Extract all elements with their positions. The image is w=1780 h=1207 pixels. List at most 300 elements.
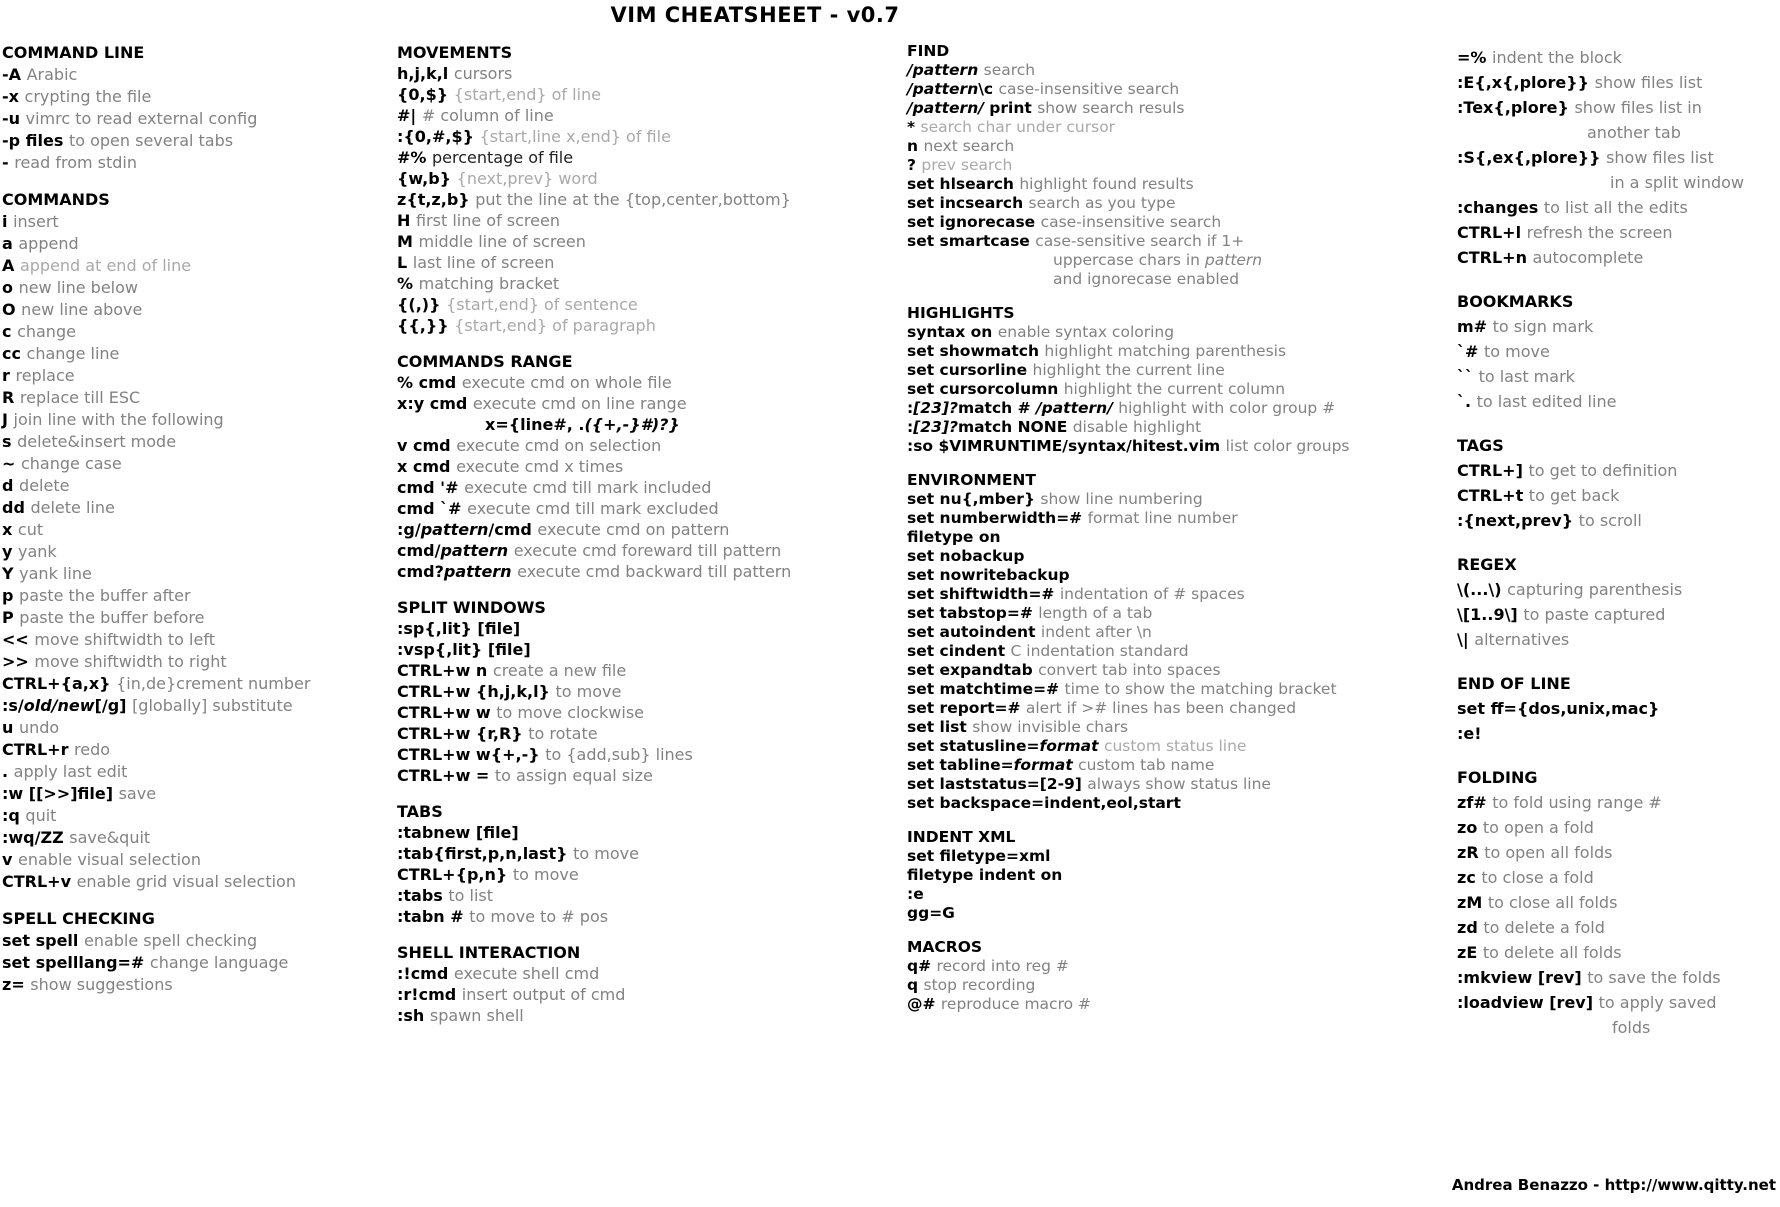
command-key: CTRL+w w <box>397 703 497 722</box>
cheat-row <box>1457 696 1744 721</box>
command-key: =% <box>1457 48 1493 67</box>
command-key: CTRL+{a,x} <box>2 674 117 693</box>
cheat-row <box>1457 458 1744 483</box>
command-description: show line numbering <box>1040 490 1203 508</box>
cheat-row <box>907 137 1350 156</box>
command-description: time to show the matching bracket <box>1064 680 1337 698</box>
cheat-row <box>907 699 1350 718</box>
command-description: indent after \n <box>1040 623 1152 641</box>
command-description: to save the folds <box>1587 968 1721 987</box>
command-key: x <box>2 520 18 539</box>
command-key: zc <box>1457 868 1482 887</box>
cheat-row <box>1457 890 1744 915</box>
command-key: % <box>397 274 419 293</box>
section <box>397 597 791 786</box>
command-key: zf# <box>1457 793 1493 812</box>
command-description: highlight found results <box>1019 175 1194 193</box>
command-key: set spell <box>2 931 84 950</box>
command-key: :w [[>>]file] <box>2 784 119 803</box>
cheat-row <box>1457 965 1744 990</box>
command-key: % cmd <box>397 373 462 392</box>
section <box>907 42 1350 289</box>
command-description: join line with the following <box>13 410 224 429</box>
command-description: middle line of screen <box>418 232 586 251</box>
command-description: to close a fold <box>1481 868 1594 887</box>
command-description: reproduce macro # <box>940 995 1092 1013</box>
cheat-row <box>2 585 310 607</box>
section-heading: SPELL CHECKING <box>2 909 155 928</box>
command-key: :s/ <box>2 696 24 715</box>
cheat-row <box>397 660 791 681</box>
cheat-row <box>397 984 791 1005</box>
command-description: next search <box>923 137 1015 155</box>
command-key: pattern <box>440 541 514 560</box>
command-key: :Tex{,plore} <box>1457 98 1575 117</box>
command-description: indentation of # spaces <box>1059 585 1245 603</box>
cheat-row <box>397 147 791 168</box>
command-key: set nobackup <box>907 547 1025 565</box>
cheat-row <box>1457 195 1744 220</box>
section-heading: COMMANDS RANGE <box>397 352 573 371</box>
section-heading: HIGHLIGHTS <box>907 304 1015 322</box>
command-key: set report=# <box>907 699 1026 717</box>
command-key: -u <box>2 109 26 128</box>
command-description: format line number <box>1087 509 1238 527</box>
cheat-row <box>397 372 791 393</box>
command-key: a <box>2 234 19 253</box>
command-description: show suggestions <box>30 975 173 994</box>
section-heading: COMMAND LINE <box>2 43 145 62</box>
command-key: m# <box>1457 317 1493 336</box>
command-key: CTRL+w {h,j,k,l} <box>397 682 556 701</box>
cheat-row <box>1457 721 1744 746</box>
cheat-row <box>2 849 310 871</box>
cheat-row <box>2 130 310 152</box>
command-description: save&quit <box>69 828 151 847</box>
command-key: cc <box>2 344 27 363</box>
command-key: CTRL+] <box>1457 461 1529 480</box>
section-heading: TAGS <box>1457 436 1504 455</box>
command-description: pattern <box>1204 251 1263 269</box>
cheat-row <box>397 765 791 786</box>
command-key: set cursorline <box>907 361 1033 379</box>
cheat-row <box>2 453 310 475</box>
command-key: \| <box>1457 630 1475 649</box>
section <box>907 938 1350 1014</box>
command-key: CTRL+w = <box>397 766 495 785</box>
section <box>907 471 1350 813</box>
command-key: z= <box>2 975 31 994</box>
command-description: to open a fold <box>1482 818 1594 837</box>
cheat-row <box>397 294 791 315</box>
command-key: set laststatus=[2-9] <box>907 775 1088 793</box>
column-4 <box>1457 45 1744 1040</box>
command-description: enable syntax coloring <box>997 323 1175 341</box>
cheat-row <box>397 252 791 273</box>
command-description: custom status line <box>1103 737 1247 755</box>
command-key: r <box>2 366 16 385</box>
section-heading: TABS <box>397 802 443 821</box>
cheat-row <box>907 604 1350 623</box>
command-key: :{next,prev} <box>1457 511 1579 530</box>
command-key: A <box>2 256 20 275</box>
command-key: `. <box>1457 392 1477 411</box>
command-description: to rotate <box>528 724 598 743</box>
command-key: set numberwidth=# <box>907 509 1088 527</box>
command-key: filetype indent on <box>907 866 1063 884</box>
cheat-row <box>907 585 1350 604</box>
cheat-row <box>1457 483 1744 508</box>
section <box>397 351 791 582</box>
cheat-row <box>397 126 791 147</box>
cheat-row <box>2 827 310 849</box>
command-key: :r!cmd <box>397 985 462 1004</box>
cheat-row <box>907 509 1350 528</box>
cheat-row <box>907 718 1350 737</box>
section <box>1457 552 1744 652</box>
section <box>397 801 791 927</box>
command-description: quit <box>25 806 57 825</box>
cheat-row <box>1457 389 1744 414</box>
command-key: R <box>2 388 20 407</box>
command-key: /pattern/ <box>1035 399 1119 417</box>
cheat-row <box>907 437 1350 456</box>
command-description: highlight the current column <box>1063 380 1286 398</box>
cheat-row <box>397 168 791 189</box>
cheat-row <box>1457 990 1744 1015</box>
command-description: replace <box>15 366 75 385</box>
section-heading: SHELL INTERACTION <box>397 943 581 962</box>
command-key: . <box>2 762 14 781</box>
command-key: cmd/ <box>397 541 441 560</box>
cheat-row <box>2 541 310 563</box>
command-description: to list all the edits <box>1543 198 1688 217</box>
command-description: to fold using range # <box>1492 793 1662 812</box>
command-key: z{t,z,b} <box>397 190 476 209</box>
cheat-row <box>907 399 1350 418</box>
command-key: :sp{,lit} [file] <box>397 619 521 638</box>
cheat-row <box>397 885 791 906</box>
command-description: execute cmd x times <box>456 457 624 476</box>
command-description: execute cmd till mark excluded <box>467 499 719 518</box>
command-key: :q <box>2 806 26 825</box>
command-description: apply last edit <box>13 762 128 781</box>
cheat-row <box>907 213 1350 232</box>
command-description: capturing parenthesis <box>1507 580 1683 599</box>
cheat-row <box>2 761 310 783</box>
section-heading: MACROS <box>907 938 983 956</box>
command-key: print <box>989 99 1038 117</box>
command-key: :!cmd <box>397 964 454 983</box>
command-description: highlight with color group # <box>1118 399 1336 417</box>
cheat-row <box>1457 170 1744 195</box>
cheat-row <box>397 315 791 336</box>
command-description: autocomplete <box>1532 248 1644 267</box>
command-key: #| <box>397 106 422 125</box>
command-description: delete&insert mode <box>17 432 177 451</box>
cheat-row <box>397 435 791 456</box>
cheat-row <box>1457 815 1744 840</box>
command-description: case-insensitive search <box>1040 213 1222 231</box>
command-description: new line below <box>18 278 138 297</box>
command-description: to close all folds <box>1487 893 1618 912</box>
cheat-row <box>397 540 791 561</box>
cheat-row <box>397 561 791 582</box>
section-heading: SPLIT WINDOWS <box>397 598 546 617</box>
command-description: custom tab name <box>1078 756 1215 774</box>
command-key: #% <box>397 148 433 167</box>
cheat-row <box>2 321 310 343</box>
command-description: to move <box>573 844 639 863</box>
cheat-row <box>397 963 791 984</box>
command-key: Y <box>2 564 20 583</box>
cheat-row <box>2 695 310 717</box>
cheat-row <box>1457 627 1744 652</box>
command-description: read from stdin <box>14 153 138 172</box>
command-key: CTRL+{p,n} <box>397 865 513 884</box>
cheat-row <box>907 80 1350 99</box>
section <box>907 304 1350 456</box>
command-description: first line of screen <box>415 211 560 230</box>
command-key: old/new <box>23 696 95 715</box>
cheat-row <box>1457 940 1744 965</box>
cheat-row <box>907 680 1350 699</box>
command-key: `` <box>1457 367 1479 386</box>
command-key: CTRL+w w{+,-} <box>397 745 546 764</box>
command-description: {in,de}crement number <box>116 674 311 693</box>
cheat-row <box>2 563 310 585</box>
command-description: show invisible chars <box>972 718 1129 736</box>
command-key: filetype on <box>907 528 1001 546</box>
command-description: cursors <box>453 64 513 83</box>
cheat-row <box>907 418 1350 437</box>
command-description: redo <box>74 740 111 759</box>
command-key: set tabstop=# <box>907 604 1039 622</box>
command-description: last line of screen <box>412 253 555 272</box>
cheat-row <box>1457 245 1744 270</box>
command-description: to move clockwise <box>496 703 645 722</box>
cheat-row <box>397 639 791 660</box>
command-key: match NONE <box>957 418 1073 436</box>
cheat-row <box>397 519 791 540</box>
command-description: C indentation standard <box>1010 642 1189 660</box>
command-description: highlight the current line <box>1032 361 1225 379</box>
command-description: change language <box>149 953 289 972</box>
cheat-row <box>907 995 1350 1014</box>
cheat-row <box>397 702 791 723</box>
command-key: d <box>2 476 20 495</box>
command-key: {0,$} <box>397 85 454 104</box>
command-key: dd <box>2 498 31 517</box>
cheat-row <box>1457 915 1744 940</box>
section <box>2 908 310 996</box>
command-key: :mkview [rev] <box>1457 968 1588 987</box>
command-key: set smartcase <box>907 232 1036 250</box>
cheat-row <box>907 528 1350 547</box>
command-description: indent the block <box>1492 48 1622 67</box>
command-key: `# <box>1457 342 1484 361</box>
cheat-row <box>397 393 791 414</box>
cheat-row <box>2 343 310 365</box>
command-key: cmd '# <box>397 478 465 497</box>
command-description: another tab <box>1587 123 1681 142</box>
section <box>1457 765 1744 1040</box>
command-key: CTRL+r <box>2 740 75 759</box>
command-description: delete <box>19 476 70 495</box>
command-description: to delete a fold <box>1483 918 1605 937</box>
command-key: i <box>2 212 14 231</box>
cheat-row <box>397 477 791 498</box>
cheat-row <box>907 794 1350 813</box>
command-key: cmd? <box>397 562 444 581</box>
command-description: move shiftwidth to right <box>34 652 227 671</box>
command-key: x cmd <box>397 457 457 476</box>
cheat-row <box>1457 1015 1744 1040</box>
cheat-row <box>397 864 791 885</box>
command-key: H <box>397 211 416 230</box>
command-description: new line above <box>21 300 143 319</box>
command-key: :sh <box>397 1006 430 1025</box>
command-key: set spelllang=# <box>2 953 150 972</box>
cheat-row <box>2 64 310 86</box>
command-key: :wq/ZZ <box>2 828 70 847</box>
command-key: set matchtime=# <box>907 680 1065 698</box>
cheat-row <box>397 1005 791 1026</box>
command-key: O <box>2 300 22 319</box>
command-key: :tabn # <box>397 907 470 926</box>
cheat-row <box>1457 790 1744 815</box>
command-key: set incsearch <box>907 194 1029 212</box>
command-description: yank line <box>19 564 92 583</box>
cheat-row <box>2 431 310 453</box>
command-key: zR <box>1457 843 1485 862</box>
cheat-row <box>907 490 1350 509</box>
command-description: to last edited line <box>1476 392 1617 411</box>
command-description: spawn shell <box>429 1006 524 1025</box>
command-description: alternatives <box>1474 630 1570 649</box>
command-key: set autoindent <box>907 623 1041 641</box>
cheat-row <box>1457 70 1744 95</box>
command-description: execute cmd on selection <box>456 436 662 455</box>
command-key: CTRL+w {r,R} <box>397 724 529 743</box>
command-description: to delete all folds <box>1482 943 1622 962</box>
cheat-row <box>2 277 310 299</box>
command-description: show files list in <box>1574 98 1702 117</box>
cheat-row <box>907 156 1350 175</box>
command-key: << <box>2 630 35 649</box>
cheat-row <box>907 175 1350 194</box>
command-key: cmd `# <box>397 499 468 518</box>
command-description: put the line at the {top,center,bottom} <box>475 190 791 209</box>
cheat-row <box>907 232 1350 251</box>
footer-credit: Andrea Benazzo - http://www.qitty.net <box>1451 1176 1776 1194</box>
command-description: case-insensitive search <box>998 80 1180 98</box>
command-key: set cursorcolumn <box>907 380 1064 398</box>
command-key: [23]? <box>913 418 958 436</box>
command-key: CTRL+t <box>1457 486 1529 505</box>
cheat-row <box>907 342 1350 361</box>
cheat-row <box>2 930 310 952</box>
cheat-row <box>2 607 310 629</box>
command-description: execute shell cmd <box>453 964 600 983</box>
command-key: u <box>2 718 19 737</box>
command-key: [23]? <box>913 399 958 417</box>
command-key: @# <box>907 995 941 1013</box>
cheat-row <box>2 673 310 695</box>
cheat-row <box>907 323 1350 342</box>
command-description: disable highlight <box>1072 418 1202 436</box>
cheat-row <box>397 744 791 765</box>
command-description: to last mark <box>1478 367 1575 386</box>
command-description: record into reg # <box>936 957 1069 975</box>
command-description: paste the buffer before <box>19 608 205 627</box>
cheat-row <box>1457 364 1744 389</box>
command-description: execute cmd till mark included <box>464 478 712 497</box>
section <box>1457 289 1744 414</box>
cheat-row <box>907 756 1350 775</box>
command-key: -p files <box>2 131 69 150</box>
command-description: enable grid visual selection <box>76 872 296 891</box>
column-3 <box>907 42 1350 1014</box>
cheat-row <box>907 623 1350 642</box>
command-key: :e! <box>1457 724 1482 743</box>
section <box>907 828 1350 923</box>
command-description: yank <box>18 542 57 561</box>
command-description: show files list <box>1606 148 1714 167</box>
cheat-row <box>397 105 791 126</box>
command-key: pattern <box>420 520 489 539</box>
command-key: :e <box>907 885 924 903</box>
command-description: to scroll <box>1578 511 1642 530</box>
cheat-row <box>907 957 1350 976</box>
command-key: : <box>907 418 914 436</box>
cheat-row <box>907 547 1350 566</box>
command-description: folds <box>1612 1018 1651 1037</box>
cheat-row <box>2 475 310 497</box>
command-key: n <box>907 137 924 155</box>
command-key: {(,)} <box>397 295 447 314</box>
cheat-row <box>2 152 310 174</box>
command-description: change case <box>20 454 122 473</box>
cheat-row <box>2 717 310 739</box>
section <box>1457 671 1744 746</box>
command-key: P <box>2 608 20 627</box>
command-key: format <box>1013 756 1079 774</box>
cheat-row <box>1457 120 1744 145</box>
command-description: and ignorecase enabled <box>1053 270 1240 288</box>
cheat-row <box>2 651 310 673</box>
command-description: refresh the screen <box>1526 223 1673 242</box>
section-heading: INDENT XML <box>907 828 1016 846</box>
cheat-row <box>1457 865 1744 890</box>
command-description: replace till ESC <box>19 388 141 407</box>
cheat-row <box>1457 95 1744 120</box>
cheat-row <box>907 251 1350 270</box>
command-description: crypting the file <box>24 87 152 106</box>
command-description: to move <box>1483 342 1550 361</box>
command-key: zM <box>1457 893 1488 912</box>
command-key: set tabline= <box>907 756 1014 774</box>
cheat-row <box>397 906 791 927</box>
command-description: create a new file <box>492 661 627 680</box>
command-description: delete line <box>30 498 115 517</box>
cheat-row <box>397 63 791 84</box>
command-key: set nu{,mber} <box>907 490 1041 508</box>
command-key: [/g] <box>94 696 133 715</box>
command-description: insert <box>13 212 59 231</box>
column-1 <box>2 42 310 996</box>
command-key: y <box>2 542 18 561</box>
